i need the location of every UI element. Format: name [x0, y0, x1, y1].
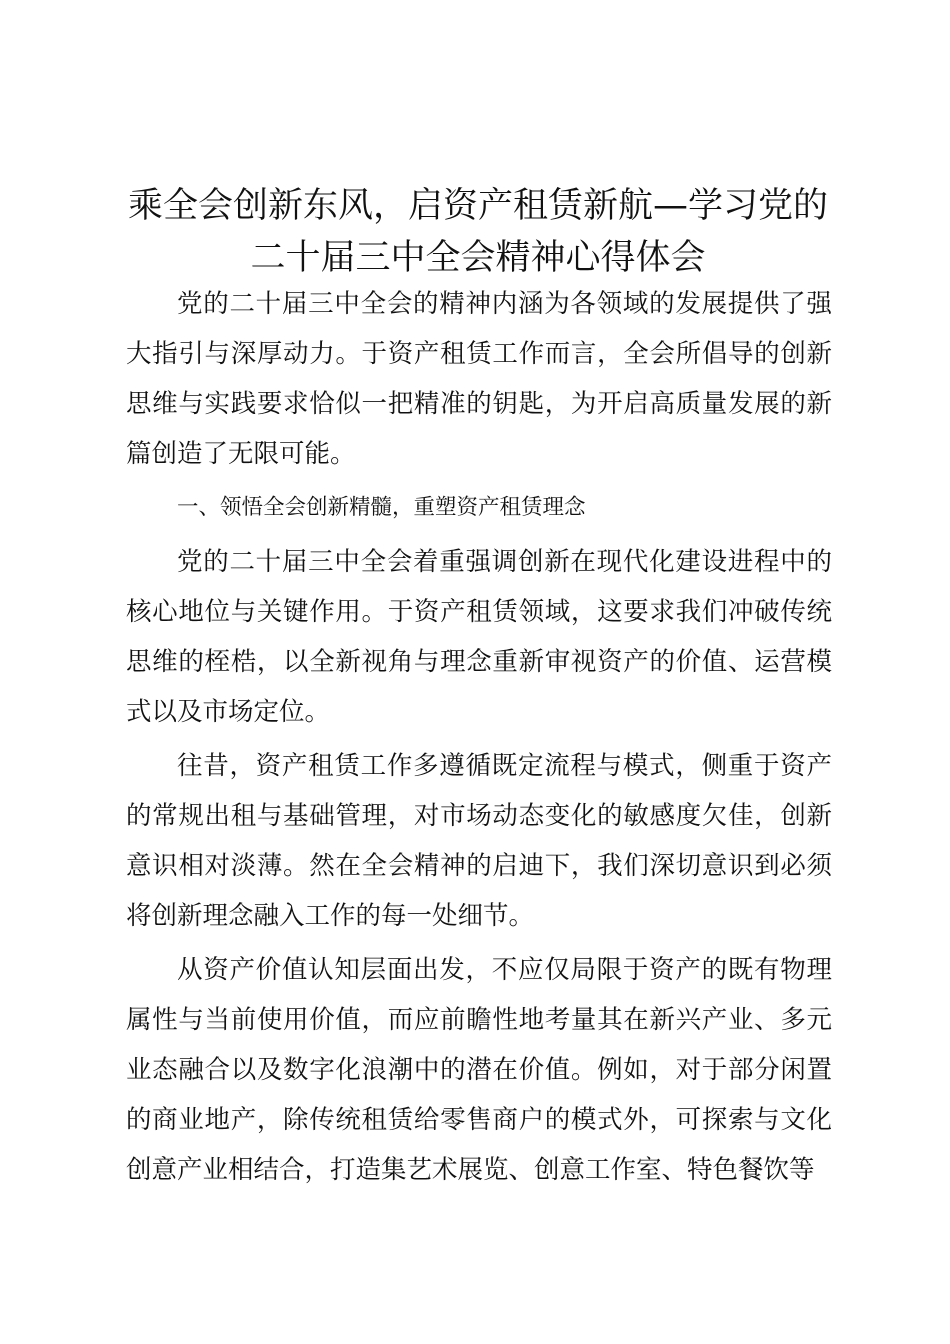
title-line-1: 乘全会创新东风，启资产租赁新航—学习党的 [127, 186, 828, 226]
document-body [126, 279, 832, 1199]
paragraph-innovation-core: 党的二十届三中全会着重强调创新在现代化建设进程中的核心地位与关键作用。于资产租赁领域，这要求我们冲破传统思维的桎梏，以全新视角与理念重新审视资产的价值、运营模式以及市场定位。 [126, 547, 832, 727]
paragraph-asset-value: 从资产价值认知层面出发，不应仅局限于资产的既有物理属性与当前使用价值，而应前瞻性地考量其在新兴产业、多元业态融合以及数字化浪潮中的潜在价值。例如，对于部分闲置的商业地产，除传统租赁给零售商户的模式外，可探索与文化创意产业相结合，打造集艺术展览、创意工作室、特色餐饮等 [126, 955, 832, 1185]
paragraph-past-practice: 往昔，资产租赁工作多遵循既定流程与模式，侧重于资产的常规出租与基础管理，对市场动态变化的敏感度欠佳，创新意识相对淡薄。然在全会精神的启迪下，我们深切意识到必须将创新理念融入工作的每一处细节。 [126, 751, 832, 931]
title-line-2: 二十届三中全会精神心得体会 [250, 238, 706, 278]
section-heading-1: 一、领悟全会创新精髓，重塑资产租赁理念 [177, 495, 586, 520]
paragraph-intro: 党的二十届三中全会的精神内涵为各领域的发展提供了强大指引与深厚动力。于资产租赁工作而言，全会所倡导的创新思维与实践要求恰似一把精准的钥匙，为开启高质量发展的新篇创造了无限可能。 [126, 289, 832, 469]
document-title [118, 180, 838, 284]
